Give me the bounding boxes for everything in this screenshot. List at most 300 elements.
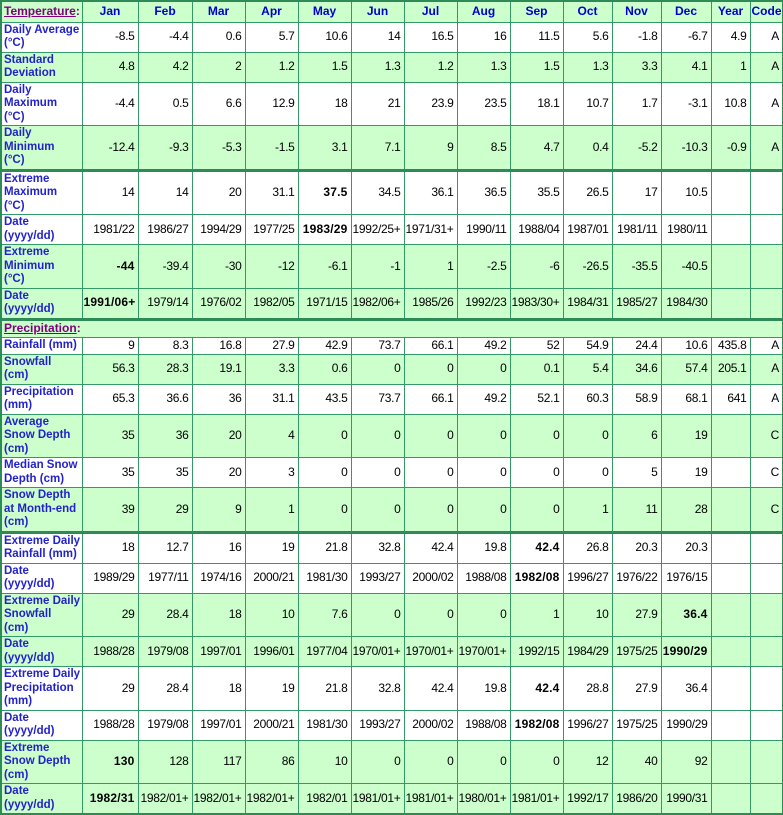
value-cell: C [750,458,783,488]
value-cell: 1992/15 [510,637,563,667]
value-cell: -0.9 [711,126,750,171]
value-cell: 20 [192,414,245,458]
value-cell: 14 [351,22,404,52]
value-cell: 31.1 [245,384,298,414]
value-cell: 18 [298,82,351,126]
value-cell: 5.7 [245,22,298,52]
value-cell: 18 [192,667,245,711]
table-row [1,338,783,355]
column-header-jan: Jan [82,1,138,22]
value-cell: -44 [82,245,138,289]
row-label: Daily Maximum (°C) [1,82,82,126]
table-row [1,384,783,414]
value-cell: 34.6 [612,354,661,384]
value-cell: -8.5 [82,22,138,52]
value-cell: -1.5 [245,126,298,171]
row-label: Rainfall (mm) [1,338,82,355]
value-cell: 27.9 [612,667,661,711]
column-header-aug: Aug [457,1,510,22]
value-cell: 28.4 [138,667,192,711]
value-cell: 1979/08 [138,637,192,667]
value-cell: 73.7 [351,338,404,355]
value-cell: 3.3 [245,354,298,384]
value-cell: A [750,338,783,355]
table-row [1,740,783,784]
value-cell: 14 [82,170,138,215]
value-cell: 10 [563,593,612,637]
value-cell: 18 [192,593,245,637]
value-cell: 43.5 [298,384,351,414]
value-cell [711,288,750,319]
row-label: Date (yyyy/dd) [1,710,82,740]
value-cell: 1996/27 [563,710,612,740]
value-cell: 4.9 [711,22,750,52]
column-header-may: May [298,1,351,22]
column-header-year: Year [711,1,750,22]
value-cell: 1990/11 [457,215,510,245]
value-cell: 0 [404,740,457,784]
value-cell: 1982/01 [298,784,351,815]
value-cell: 1974/16 [192,563,245,593]
value-cell [711,710,750,740]
value-cell: 2000/21 [245,563,298,593]
value-cell: 19 [661,458,711,488]
table-row [1,245,783,289]
value-cell: 16.5 [404,22,457,52]
value-cell [750,215,783,245]
value-cell: 24.4 [612,338,661,355]
column-header-nov: Nov [612,1,661,22]
value-cell: 1 [245,488,298,533]
value-cell: 1971/15 [298,288,351,319]
row-label: Median Snow Depth (cm) [1,458,82,488]
value-cell: 4.2 [138,52,192,82]
value-cell: 92 [661,740,711,784]
value-cell: 16 [457,22,510,52]
table-row [1,532,783,563]
value-cell [750,532,783,563]
value-cell: 1979/08 [138,710,192,740]
value-cell: 20.3 [612,532,661,563]
value-cell: 1992/25+ [351,215,404,245]
value-cell: 16 [192,532,245,563]
value-cell: 42.4 [510,532,563,563]
value-cell: 19 [245,532,298,563]
table-row [1,82,783,126]
value-cell [750,637,783,667]
value-cell [711,637,750,667]
value-cell: 1975/25 [612,637,661,667]
value-cell [711,563,750,593]
value-cell: 1990/31 [661,784,711,815]
column-header-feb: Feb [138,1,192,22]
value-cell: 73.7 [351,384,404,414]
value-cell: 1970/01+ [351,637,404,667]
value-cell [750,245,783,289]
value-cell [750,710,783,740]
value-cell: 11 [612,488,661,533]
value-cell: -1.8 [612,22,661,52]
value-cell: 1990/29 [661,710,711,740]
table-body [1,22,783,814]
column-header-dec: Dec [661,1,711,22]
value-cell: 0 [563,458,612,488]
row-label: Standard Deviation [1,52,82,82]
row-label: Date (yyyy/dd) [1,563,82,593]
value-cell: 28 [661,488,711,533]
value-cell: 1975/25 [612,710,661,740]
value-cell: 18.1 [510,82,563,126]
value-cell: 1982/01+ [245,784,298,815]
value-cell: 1988/28 [82,710,138,740]
value-cell: 10.7 [563,82,612,126]
value-cell: 4.1 [661,52,711,82]
column-header-code: Code [750,1,783,22]
value-cell: 19.1 [192,354,245,384]
value-cell: 1980/01+ [457,784,510,815]
value-cell: 1982/08 [510,563,563,593]
value-cell: 35 [82,414,138,458]
table-row [1,563,783,593]
value-cell: 0.6 [298,354,351,384]
value-cell: 19 [245,667,298,711]
value-cell: -35.5 [612,245,661,289]
value-cell: 1989/29 [82,563,138,593]
value-cell: 5 [612,458,661,488]
value-cell: 1986/20 [612,784,661,815]
value-cell: 641 [711,384,750,414]
value-cell: 35 [138,458,192,488]
value-cell: 36.1 [404,170,457,215]
value-cell: 0 [298,458,351,488]
value-cell: 1997/01 [192,637,245,667]
row-label: Extreme Maximum (°C) [1,170,82,215]
value-cell: 36 [192,384,245,414]
value-cell: 1.3 [563,52,612,82]
value-cell: -40.5 [661,245,711,289]
column-header-mar: Mar [192,1,245,22]
value-cell: 7.1 [351,126,404,171]
value-cell [750,288,783,319]
value-cell: 3.3 [612,52,661,82]
value-cell: 52 [510,338,563,355]
table-row [1,667,783,711]
table-row [1,22,783,52]
value-cell: 10.6 [298,22,351,52]
row-label: Daily Average (°C) [1,22,82,52]
value-cell: 1981/11 [612,215,661,245]
value-cell: 17 [612,170,661,215]
value-cell: -9.3 [138,126,192,171]
value-cell: 1983/30+ [510,288,563,319]
value-cell: 1983/29 [298,215,351,245]
value-cell: 1981/22 [82,215,138,245]
value-cell: 66.1 [404,338,457,355]
row-label: Average Snow Depth (cm) [1,414,82,458]
table-row [1,784,783,815]
value-cell: 1997/01 [192,710,245,740]
value-cell: 19 [661,414,711,458]
value-cell: 4.7 [510,126,563,171]
value-cell: 0 [457,593,510,637]
value-cell: 1.5 [298,52,351,82]
value-cell: 1996/27 [563,563,612,593]
value-cell: 435.8 [711,338,750,355]
value-cell: 0 [404,488,457,533]
value-cell: A [750,52,783,82]
value-cell: 0 [457,488,510,533]
value-cell: 21 [351,82,404,126]
value-cell: 29 [82,667,138,711]
value-cell: 1977/04 [298,637,351,667]
column-header-jun: Jun [351,1,404,22]
value-cell: 42.4 [510,667,563,711]
value-cell [711,458,750,488]
value-cell: -4.4 [138,22,192,52]
value-cell: 1981/01+ [510,784,563,815]
temperature-section-cell [1,1,82,22]
value-cell: 1.5 [510,52,563,82]
value-cell: 0 [351,740,404,784]
value-cell: 1980/11 [661,215,711,245]
value-cell: 8.5 [457,126,510,171]
value-cell: 2000/02 [404,710,457,740]
value-cell: 10.6 [661,338,711,355]
value-cell: -4.4 [82,82,138,126]
value-cell: 28.4 [138,593,192,637]
value-cell: 9 [192,488,245,533]
value-cell: 12 [563,740,612,784]
value-cell: 0 [457,740,510,784]
value-cell: 1 [404,245,457,289]
column-header-sep: Sep [510,1,563,22]
value-cell: 36 [138,414,192,458]
value-cell: 6.6 [192,82,245,126]
table-row [1,488,783,533]
column-header-jul: Jul [404,1,457,22]
row-label: Snowfall (cm) [1,354,82,384]
value-cell [750,563,783,593]
value-cell: 36.4 [661,593,711,637]
value-cell: 39 [82,488,138,533]
row-label: Date (yyyy/dd) [1,637,82,667]
value-cell: A [750,22,783,52]
value-cell: 1985/26 [404,288,457,319]
value-cell: 34.5 [351,170,404,215]
temperature-colon: : [75,3,80,18]
value-cell [711,667,750,711]
value-cell: 1.2 [404,52,457,82]
section-row [1,319,783,338]
value-cell: 0 [351,414,404,458]
value-cell: 0.6 [192,22,245,52]
value-cell: 1981/01+ [351,784,404,815]
value-cell [750,784,783,815]
value-cell: -5.3 [192,126,245,171]
value-cell: 0 [563,414,612,458]
table-row [1,215,783,245]
value-cell: 1988/08 [457,563,510,593]
value-cell: 19.8 [457,667,510,711]
value-cell [711,740,750,784]
value-cell: 9 [82,338,138,355]
value-cell: -39.4 [138,245,192,289]
table-row [1,637,783,667]
value-cell: 1982/06+ [351,288,404,319]
value-cell [711,245,750,289]
value-cell: 2000/02 [404,563,457,593]
row-label: Date (yyyy/dd) [1,784,82,815]
value-cell: 1991/06+ [82,288,138,319]
value-cell: 0 [510,458,563,488]
value-cell: 31.1 [245,170,298,215]
value-cell: -6.1 [298,245,351,289]
value-cell: 0 [457,354,510,384]
value-cell: 117 [192,740,245,784]
value-cell: A [750,82,783,126]
column-header-oct: Oct [563,1,612,22]
value-cell: 16.8 [192,338,245,355]
value-cell: 29 [82,593,138,637]
value-cell: 1970/01+ [404,637,457,667]
value-cell: -6 [510,245,563,289]
column-header-apr: Apr [245,1,298,22]
value-cell: -1 [351,245,404,289]
value-cell: 21.8 [298,667,351,711]
value-cell: -12.4 [82,126,138,171]
value-cell: 35.5 [510,170,563,215]
value-cell: 1977/25 [245,215,298,245]
value-cell: 19.8 [457,532,510,563]
value-cell: 52.1 [510,384,563,414]
value-cell: 1 [563,488,612,533]
value-cell: 0 [404,354,457,384]
value-cell [711,532,750,563]
value-cell: 1986/27 [138,215,192,245]
value-cell: 57.4 [661,354,711,384]
value-cell: 28.3 [138,354,192,384]
value-cell: 205.1 [711,354,750,384]
value-cell: 1976/15 [661,563,711,593]
table-row [1,170,783,215]
value-cell: A [750,354,783,384]
table-row [1,288,783,319]
value-cell: 1988/04 [510,215,563,245]
value-cell: 2 [192,52,245,82]
value-cell: -3.1 [661,82,711,126]
value-cell: 3.1 [298,126,351,171]
value-cell [711,784,750,815]
value-cell [711,215,750,245]
value-cell: 1979/14 [138,288,192,319]
value-cell: 1971/31+ [404,215,457,245]
precipitation-section-link[interactable]: Precipitation [4,320,77,335]
value-cell: 1982/05 [245,288,298,319]
row-label: Extreme Minimum (°C) [1,245,82,289]
value-cell: 68.1 [661,384,711,414]
value-cell: 5.6 [563,22,612,52]
value-cell: 1994/29 [192,215,245,245]
value-cell: -12 [245,245,298,289]
row-label: Daily Minimum (°C) [1,126,82,171]
value-cell: C [750,488,783,533]
value-cell: 36.5 [457,170,510,215]
table-row [1,593,783,637]
value-cell [750,667,783,711]
value-cell: 0.1 [510,354,563,384]
value-cell: C [750,414,783,458]
precipitation-colon: : [76,320,81,335]
value-cell: 0 [404,414,457,458]
value-cell: 49.2 [457,384,510,414]
row-label: Extreme Daily Precipitation (mm) [1,667,82,711]
row-label: Precipitation (mm) [1,384,82,414]
temperature-section-link[interactable]: Temperature [4,3,76,18]
value-cell: 20.3 [661,532,711,563]
value-cell: -10.3 [661,126,711,171]
value-cell: 1987/01 [563,215,612,245]
value-cell: -2.5 [457,245,510,289]
header-row [1,1,783,22]
value-cell: 0 [510,740,563,784]
value-cell: 60.3 [563,384,612,414]
value-cell: 1977/11 [138,563,192,593]
value-cell: 37.5 [298,170,351,215]
value-cell: A [750,384,783,414]
table-row [1,126,783,171]
value-cell: 0 [351,354,404,384]
value-cell [750,170,783,215]
value-cell [711,593,750,637]
value-cell: 42.4 [404,532,457,563]
value-cell: 0 [404,593,457,637]
value-cell: 130 [82,740,138,784]
value-cell: 1988/28 [82,637,138,667]
value-cell: 0.4 [563,126,612,171]
value-cell: 1.7 [612,82,661,126]
value-cell: 21.8 [298,532,351,563]
row-label: Date (yyyy/dd) [1,215,82,245]
value-cell: 65.3 [82,384,138,414]
row-label: Snow Depth at Month-end (cm) [1,488,82,533]
value-cell: 4.8 [82,52,138,82]
value-cell: 3 [245,458,298,488]
value-cell: 26.8 [563,532,612,563]
value-cell: A [750,126,783,171]
value-cell: 23.9 [404,82,457,126]
value-cell: 1981/01+ [404,784,457,815]
value-cell: -5.2 [612,126,661,171]
value-cell: 1984/30 [661,288,711,319]
value-cell: 0 [351,593,404,637]
value-cell: 128 [138,740,192,784]
value-cell: 1984/31 [563,288,612,319]
value-cell: 1993/27 [351,710,404,740]
value-cell: 0 [457,458,510,488]
value-cell: 10.5 [661,170,711,215]
value-cell: 0 [298,414,351,458]
row-label: Extreme Snow Depth (cm) [1,740,82,784]
value-cell: 1982/01+ [192,784,245,815]
value-cell: 32.8 [351,532,404,563]
value-cell: 0 [298,488,351,533]
table-row [1,354,783,384]
value-cell: 54.9 [563,338,612,355]
value-cell: 49.2 [457,338,510,355]
value-cell: 1985/27 [612,288,661,319]
value-cell: 14 [138,170,192,215]
value-cell: 23.5 [457,82,510,126]
